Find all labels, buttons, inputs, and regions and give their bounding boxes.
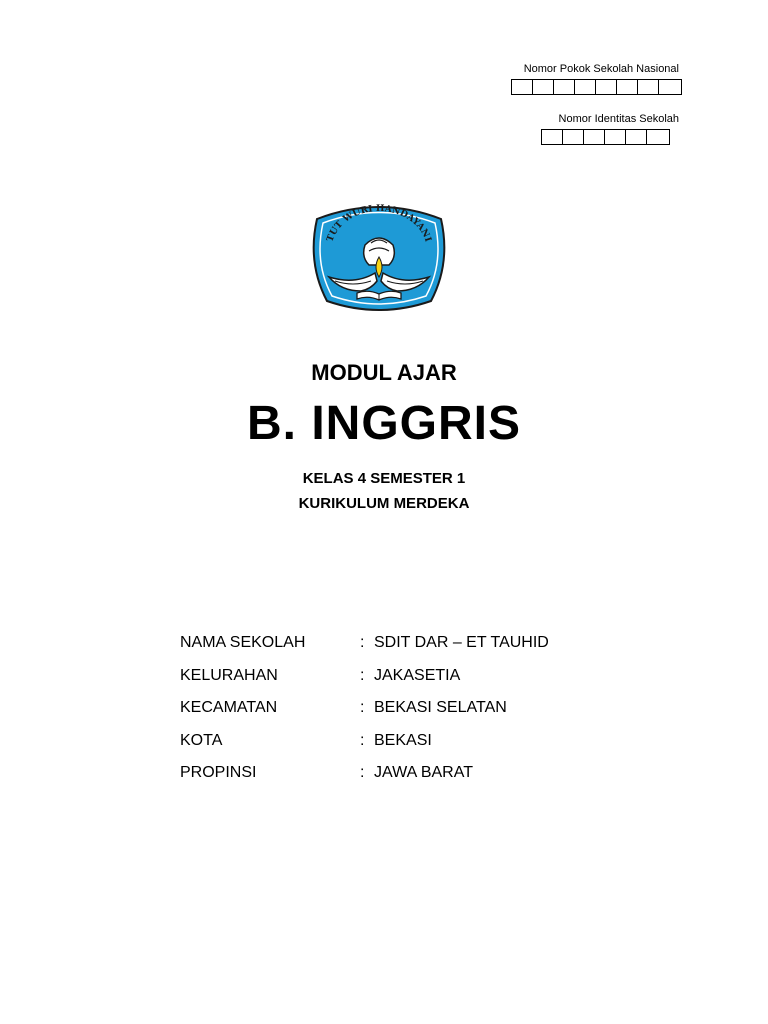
logo-motto-text: TUT WURI HANDAYANI — [325, 203, 433, 244]
info-row-nama-sekolah — [180, 627, 600, 660]
nis-label: Nomor Identitas Sekolah — [558, 113, 679, 125]
npsn-digit-box — [554, 80, 575, 94]
info-row-kota — [180, 725, 600, 758]
info-label: NAMA SEKOLAH — [180, 634, 306, 652]
nis-digit-box — [563, 130, 584, 144]
school-info-table — [180, 627, 600, 790]
nis-digit-box — [605, 130, 626, 144]
info-value: BEKASI — [374, 731, 432, 749]
npsn-digit-box — [575, 80, 596, 94]
info-label: KECAMATAN — [180, 699, 278, 717]
npsn-digit-box — [659, 80, 681, 94]
info-value: SDIT DAR – ET TAUHID — [374, 634, 549, 652]
npsn-digit-boxes — [511, 79, 682, 95]
info-label: KOTA — [180, 731, 223, 749]
info-separator: : — [360, 634, 365, 652]
nis-digit-box — [542, 130, 563, 144]
info-separator: : — [360, 764, 365, 782]
info-separator: : — [360, 731, 365, 749]
info-row-kelurahan — [180, 660, 600, 693]
class-semester-subtitle: KELAS 4 SEMESTER 1 — [302, 470, 466, 487]
nis-digit-box — [626, 130, 647, 144]
npsn-digit-box — [617, 80, 638, 94]
info-value: JAWA BARAT — [374, 764, 473, 782]
npsn-label: Nomor Pokok Sekolah Nasional — [523, 63, 679, 75]
info-label: KELURAHAN — [180, 666, 278, 684]
curriculum-subtitle: KURIKULUM MERDEKA — [298, 495, 470, 512]
tut-wuri-handayani-logo — [305, 193, 453, 319]
info-separator: : — [360, 699, 365, 717]
nis-digit-boxes — [541, 129, 670, 145]
npsn-digit-box — [596, 80, 617, 94]
npsn-digit-box — [533, 80, 554, 94]
nis-digit-box — [584, 130, 605, 144]
info-row-propinsi — [180, 757, 600, 790]
info-value: JAKASETIA — [374, 666, 461, 684]
npsn-digit-box — [638, 80, 659, 94]
subject-title: B. INGGRIS — [246, 397, 522, 450]
npsn-digit-box — [512, 80, 533, 94]
info-row-kecamatan — [180, 692, 600, 725]
info-label: PROPINSI — [180, 764, 257, 782]
nis-digit-box — [647, 130, 669, 144]
info-value: BEKASI SELATAN — [374, 699, 507, 717]
document-type-heading: MODUL AJAR — [311, 360, 457, 385]
info-separator: : — [360, 666, 365, 684]
